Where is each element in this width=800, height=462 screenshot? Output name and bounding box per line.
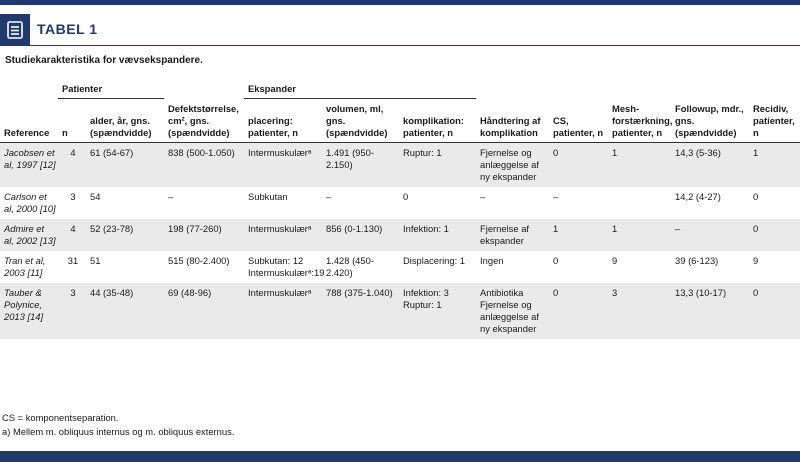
cell-cs: – bbox=[553, 191, 559, 202]
cell-cs: 0 bbox=[549, 143, 608, 188]
cell-followup: 14,2 (4-27) bbox=[675, 191, 721, 202]
cell-komplikation: Infektion: 1 bbox=[399, 219, 476, 251]
table-row bbox=[0, 283, 800, 339]
group-patienter: Patienter bbox=[58, 80, 164, 99]
cell-placering: Intermuskulærᵃ bbox=[244, 283, 322, 339]
cell-defekt: 838 (500-1.050) bbox=[164, 143, 244, 188]
cell-cs: 0 bbox=[549, 283, 608, 339]
col-alder: alder, år, gns. (spændvidde) bbox=[86, 99, 164, 143]
cell-reference: Admire et al, 2002 [13] bbox=[0, 219, 58, 251]
cell-alder: 54 bbox=[90, 191, 101, 202]
cell-reference: Tauber & Polynice, 2013 [14] bbox=[0, 283, 58, 339]
cell-defekt: – bbox=[168, 191, 174, 202]
cell-placering: Subkutan: 12 Intermuskulærᵃ:19 bbox=[248, 255, 325, 278]
cell-recidiv: 9 bbox=[753, 255, 759, 266]
col-volumen: volumen, ml, gns. (spændvidde) bbox=[322, 99, 399, 143]
cell-n: 3 bbox=[70, 191, 76, 202]
cell-recidiv: 1 bbox=[749, 143, 800, 188]
cell-alder: 61 (54-67) bbox=[86, 143, 164, 188]
table-title: TABEL 1 bbox=[37, 21, 98, 37]
col-defekt: Defektstørrelse, cm², gns. (spændvidde) bbox=[164, 99, 244, 143]
table-row bbox=[0, 251, 800, 283]
table-caption: Studiekarakteristika for vævsekspandere. bbox=[5, 55, 203, 66]
cell-cs: 1 bbox=[549, 219, 608, 251]
cell-defekt: 69 (48-96) bbox=[164, 283, 244, 339]
col-followup: Followup, mdr., gns. (spændvidde) bbox=[671, 99, 749, 143]
cell-volumen: 1.428 (450-2.420) bbox=[326, 255, 374, 278]
cell-placering: Intermuskulærᵃ bbox=[244, 219, 322, 251]
cell-placering: Intermuskulærᵃ bbox=[244, 143, 322, 188]
cell-reference: Tran et al, 2003 [11] bbox=[4, 255, 46, 278]
cell-mesh: 3 bbox=[608, 283, 671, 339]
bottom-accent-bar bbox=[0, 451, 800, 462]
cell-followup: 39 (6-123) bbox=[675, 255, 719, 266]
col-handtering: Håndtering af komplikation bbox=[476, 99, 549, 143]
cell-n: 4 bbox=[58, 219, 86, 251]
cell-cs: 0 bbox=[553, 255, 559, 266]
col-recidiv: Recidiv, patienter, n bbox=[749, 99, 800, 143]
cell-komplikation: 0 bbox=[403, 191, 409, 202]
cell-handtering: Fjernelse og anlæggelse af ny ekspander bbox=[476, 143, 549, 188]
cell-volumen: – bbox=[326, 191, 332, 202]
cell-placering: Subkutan bbox=[248, 191, 288, 202]
col-n: n bbox=[58, 99, 86, 143]
column-header-row bbox=[0, 99, 800, 143]
cell-volumen: 1.491 (950-2.150) bbox=[322, 143, 399, 188]
cell-defekt: 198 (77-260) bbox=[164, 219, 244, 251]
column-group-row bbox=[0, 80, 800, 99]
cell-recidiv: 0 bbox=[749, 219, 800, 251]
col-komplikation: komplikation: patienter, n bbox=[399, 99, 476, 143]
cell-alder: 44 (35-48) bbox=[86, 283, 164, 339]
cell-alder: 52 (23-78) bbox=[86, 219, 164, 251]
cell-followup: – bbox=[671, 219, 749, 251]
table-row bbox=[0, 187, 800, 219]
cell-reference: Carlson et al, 2000 [10] bbox=[4, 191, 56, 214]
cell-recidiv: 0 bbox=[749, 283, 800, 339]
cell-handtering: Antibiotika Fjernelse og anlæggelse af ny ekspander bbox=[476, 283, 549, 339]
cell-n: 3 bbox=[58, 283, 86, 339]
col-mesh: Mesh-forstærkning, patienter, n bbox=[608, 99, 671, 143]
cell-followup: 14,3 (5-36) bbox=[671, 143, 749, 188]
cell-komplikation: Infektion: 3 Ruptur: 1 bbox=[399, 283, 476, 339]
col-cs: CS, patienter, n bbox=[549, 99, 608, 143]
cell-n: 4 bbox=[58, 143, 86, 188]
cell-mesh bbox=[608, 187, 671, 219]
cell-alder: 51 bbox=[90, 255, 101, 266]
document-list-icon bbox=[0, 14, 30, 46]
cell-handtering: Fjernelse af ekspander bbox=[476, 219, 549, 251]
cell-recidiv: 0 bbox=[753, 191, 759, 202]
table-row bbox=[0, 143, 800, 188]
cell-defekt: 515 (80-2.400) bbox=[168, 255, 230, 266]
footnote-a: a) Mellem m. obliquus internus og m. obliquus externus. bbox=[2, 426, 235, 437]
group-ekspander: Ekspander bbox=[244, 80, 476, 99]
cell-mesh: 1 bbox=[608, 219, 671, 251]
cell-handtering: Ingen bbox=[480, 255, 504, 266]
cell-followup: 13,3 (10-17) bbox=[671, 283, 749, 339]
cell-reference: Jacobsen et al, 1997 [12] bbox=[0, 143, 58, 188]
cell-mesh: 1 bbox=[608, 143, 671, 188]
header-rule bbox=[30, 45, 800, 46]
cell-mesh: 9 bbox=[612, 255, 618, 266]
cell-volumen: 788 (375-1.040) bbox=[322, 283, 399, 339]
top-accent-bar bbox=[0, 0, 800, 5]
study-table bbox=[0, 80, 800, 339]
col-reference: Reference bbox=[0, 99, 58, 143]
footnote-cs: CS = komponentseparation. bbox=[2, 412, 119, 423]
cell-volumen: 856 (0-1.130) bbox=[322, 219, 399, 251]
table-footnotes bbox=[0, 411, 234, 439]
cell-komplikation: Displacering: 1 bbox=[403, 255, 466, 266]
cell-komplikation: Ruptur: 1 bbox=[399, 143, 476, 188]
cell-handtering: – bbox=[480, 191, 486, 202]
table-header bbox=[0, 14, 800, 46]
cell-n: 31 bbox=[67, 255, 79, 266]
table-row bbox=[0, 219, 800, 251]
col-placering: placering: patienter, n bbox=[244, 99, 322, 143]
